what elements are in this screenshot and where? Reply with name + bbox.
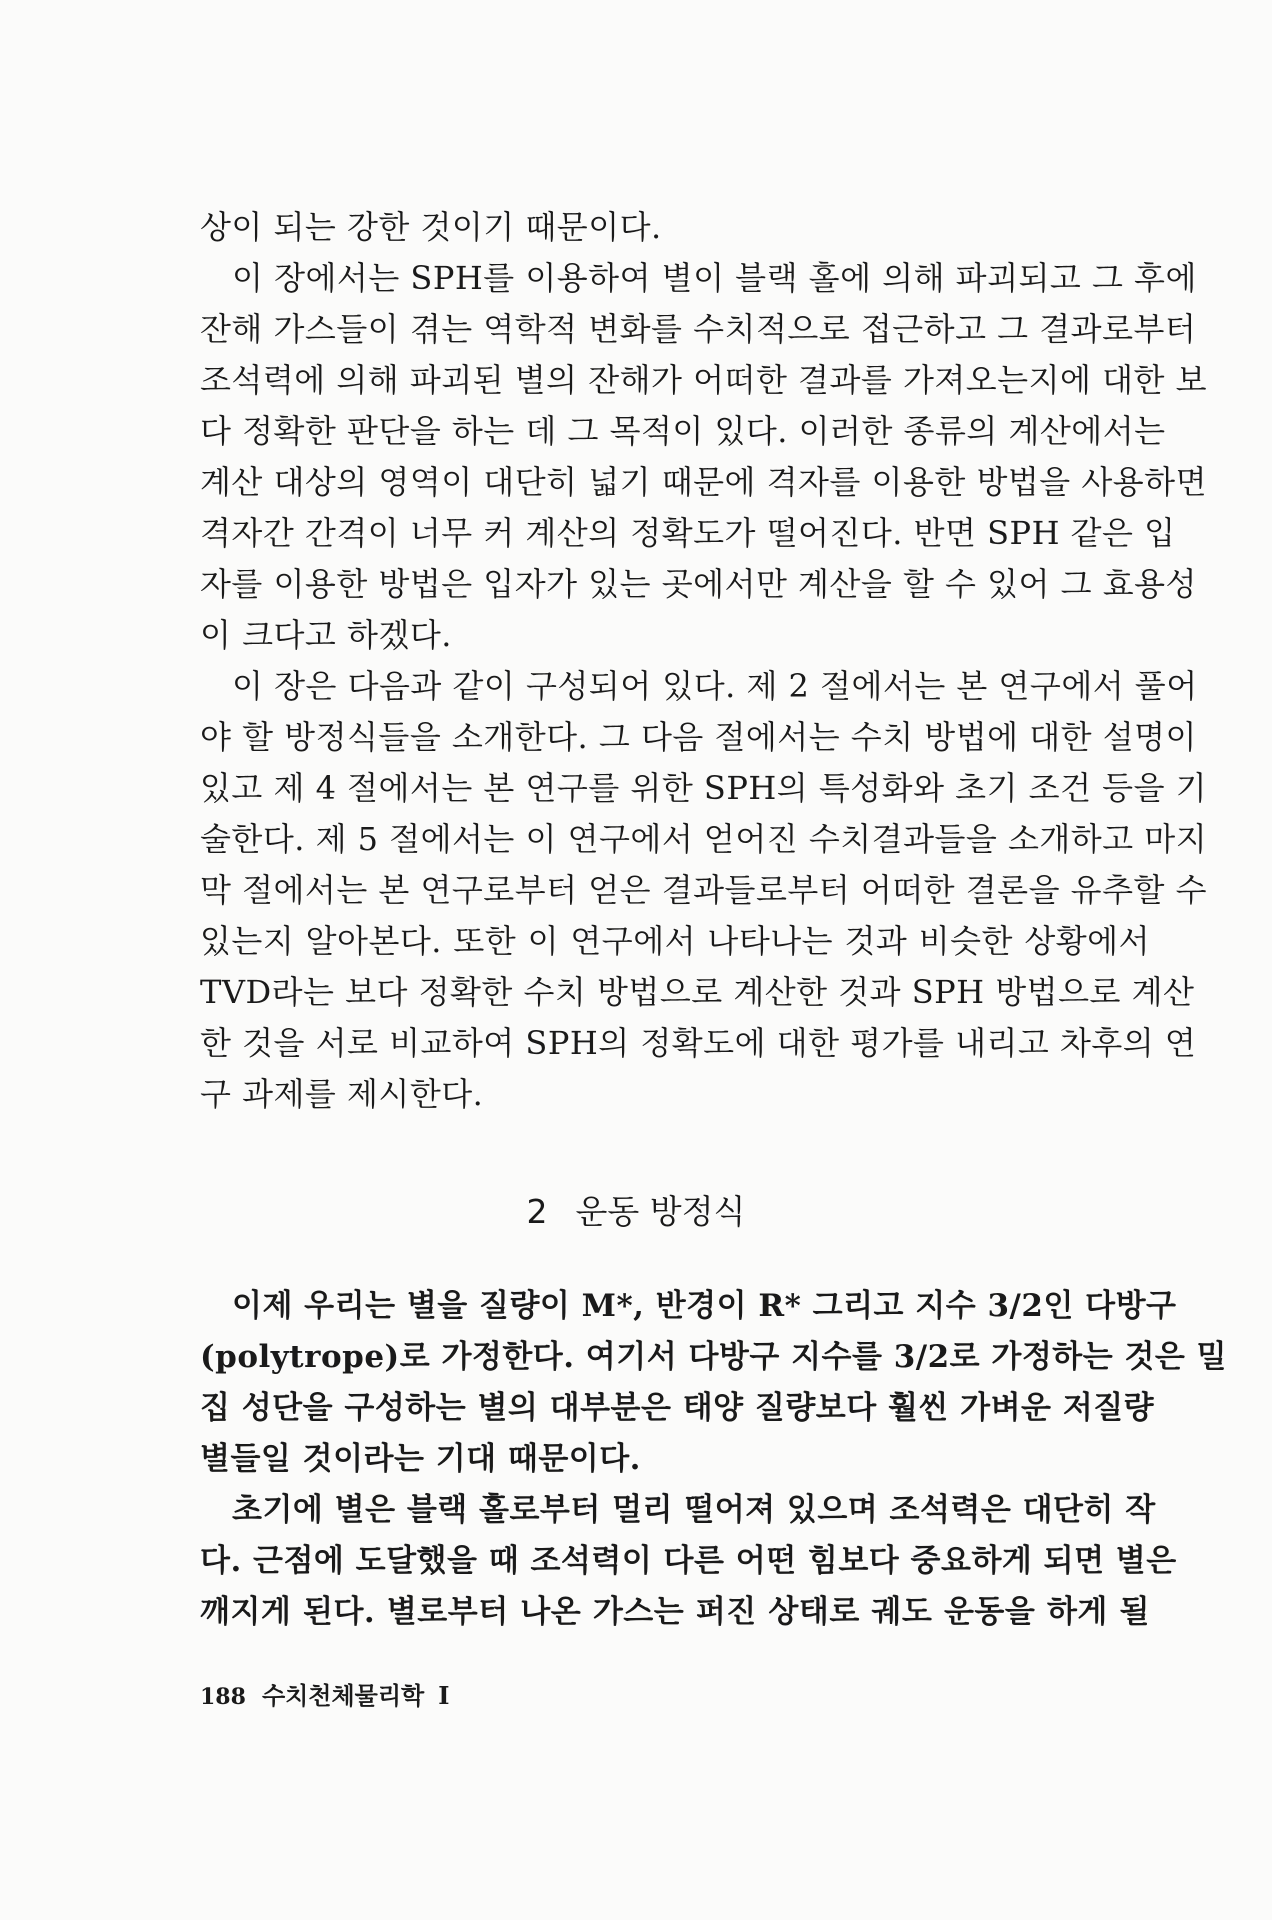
text-line: 잔해 가스들이 겪는 역학적 변화를 수치적으로 접근하고 그 결과로부터 <box>200 310 1197 348</box>
text-line: 있고 제 4 절에서는 본 연구를 위한 SPH의 특성화와 초기 조건 등을 기 <box>200 769 1208 807</box>
text-line: 야 할 방정식들을 소개한다. 그 다음 절에서는 수치 방법에 대한 설명이 <box>200 718 1197 756</box>
text-line: 별들일 것이라는 기대 때문이다. <box>200 1441 641 1477</box>
volume-number: I <box>438 1681 450 1710</box>
text-line: (polytrope)로 가정한다. 여기서 다방구 지수를 3/2로 가정하는 것은 밀 <box>200 1339 1228 1375</box>
text-line: 초기에 별은 블랙 홀로부터 멀리 떨어져 있으며 조석력은 대단히 작 <box>232 1492 1156 1528</box>
section-heading <box>0 1190 1272 1234</box>
text-line: 조석력에 의해 파괴된 별의 잔해가 어떠한 결과를 가져오는지에 대한 보 <box>200 361 1207 399</box>
text-line: 집 성단을 구성하는 별의 대부분은 태양 질량보다 훨씬 가벼운 저질량 <box>200 1390 1155 1426</box>
text-block-top <box>200 205 1208 1123</box>
text-line: 계산 대상의 영역이 대단히 넓기 때문에 격자를 이용한 방법을 사용하면 <box>200 463 1207 501</box>
text-line: 술한다. 제 5 절에서는 이 연구에서 얻어진 수치결과들을 소개하고 마지 <box>200 820 1208 858</box>
text-line: 다 정확한 판단을 하는 데 그 목적이 있다. 이러한 종류의 계산에서는 <box>200 412 1166 450</box>
text-line: 자를 이용한 방법은 입자가 있는 곳에서만 계산을 할 수 있어 그 효용성 <box>200 565 1197 603</box>
text-line: 이 장에서는 SPH를 이용하여 별이 블랙 홀에 의해 파괴되고 그 후에 <box>232 259 1197 297</box>
section-title: 운동 방정식 <box>575 1192 746 1231</box>
text-line: 막 절에서는 본 연구로부터 얻은 결과들로부터 어떠한 결론을 유추할 수 <box>200 871 1207 909</box>
text-line: 다. 근점에 도달했을 때 조석력이 다른 어떤 힘보다 중요하게 되면 별은 <box>200 1543 1177 1579</box>
book-title: 수치천체물리학 <box>261 1681 425 1710</box>
text-line: 깨지게 된다. 별로부터 나온 가스는 퍼진 상태로 궤도 운동을 하게 될 <box>200 1594 1150 1630</box>
text-line: 격자간 간격이 너무 커 계산의 정확도가 떨어진다. 반면 SPH 같은 입 <box>200 514 1176 552</box>
text-block-bottom <box>200 1284 1228 1641</box>
text-line: 이 장은 다음과 같이 구성되어 있다. 제 2 절에서는 본 연구에서 풀어 <box>232 667 1198 705</box>
page-footer <box>200 1676 449 1711</box>
text-line: 상이 되는 강한 것이기 때문이다. <box>200 208 662 246</box>
text-line: 한 것을 서로 비교하여 SPH의 정확도에 대한 평가를 내리고 차후의 연 <box>200 1024 1197 1062</box>
page-number: 188 <box>200 1684 246 1710</box>
text-line: 구 과제를 제시한다. <box>200 1075 484 1113</box>
text-line: 있는지 알아본다. 또한 이 연구에서 나타나는 것과 비슷한 상황에서 <box>200 922 1150 960</box>
text-line: 이 크다고 하겠다. <box>200 616 452 654</box>
section-number: 2 <box>526 1192 548 1231</box>
text-line: TVD라는 보다 정확한 수치 방법으로 계산한 것과 SPH 방법으로 계산 <box>200 973 1195 1011</box>
text-line: 이제 우리는 별을 질량이 M*, 반경이 R* 그리고 지수 3/2인 다방구 <box>232 1288 1177 1324</box>
